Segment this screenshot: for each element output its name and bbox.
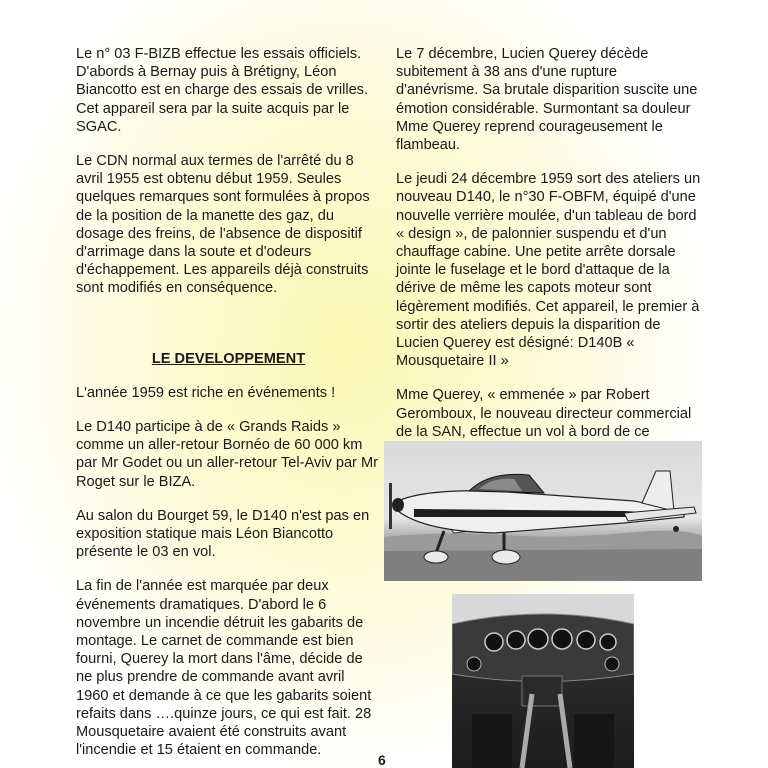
paragraph: Le n° 03 F-BIZB effectue les essais officiels. D'abords à Bernay puis à Brétigny, Léon Biancotto est en charge des essais de vrilles. Cet appareil sera par la suite acquis par le SGAC. xyxy=(76,46,369,135)
right-column xyxy=(396,45,702,459)
airplane-illustration xyxy=(384,441,702,581)
left-column xyxy=(76,45,381,760)
airplane-photo xyxy=(384,441,702,581)
section-heading: LE DEVELOPPEMENT xyxy=(151,350,306,367)
paragraph: L'année 1959 est riche en événements ! xyxy=(76,384,336,401)
cockpit-photo xyxy=(452,594,634,768)
paragraph: Le CDN normal aux termes de l'arrêté du 8 avril 1955 est obtenu début 1959. Seules quelques remarques sont formulées à propos de la position de la manette des gaz, du dosage des freins, de l'absence de dispositif d'arrimage dans la soute et d'odeurs d'échappement. Les appareils déjà construits sont modifiés en conséquence. xyxy=(76,153,370,297)
page-number: 6 xyxy=(378,752,386,768)
paragraph: Le jeudi 24 décembre 1959 sort des ateliers un nouveau D140, le n°30 F-OBFM, équipé d'une nouvelle verrière moulée, d'un tableau de bord « design », de palonnier suspendu et d'un chauffage cabine. Une petite arrête dorsale jointe le fuselage et le bord d'attaque de la dérive de même les capots moteur sont légèrement modifiés. Cet appareil, le premier à sortir des ateliers depuis la disparition de Lucien Querey est désigné: D140B « Mousquetaire II » xyxy=(396,171,701,370)
instrument-panel-illustration xyxy=(452,594,634,768)
paragraph: Le D140 participe à de « Grands Raids » comme un aller-retour Bornéo de 60 000 km par Mr Godet ou un aller-retour Tel-Aviv par Mr Roget sur le BIZA. xyxy=(76,419,378,490)
paragraph: Mme Querey, « emmenée » par Robert Geromboux, le nouveau directeur commercial de la SAN, effectue un vol à bord de ce xyxy=(396,387,692,440)
paragraph: Le 7 décembre, Lucien Querey décède subitement à 38 ans d'une rupture d'anévrisme. Sa brutale disparition suscite une émotion considérable. Surmontant sa douleur Mme Querey reprend courageusement le flambeau. xyxy=(396,46,698,154)
paragraph: La fin de l'année est marquée par deux événements dramatiques. D'abord le 6 novembre un incendie détruit les gabarits de montage. Le carnet de commande est bien fourni, Querey la mort dans l'âme, décide de ne plus prendre de commande avant avril 1960 et demande à ce que les gabarits soient refaits dans ….quinze jours, ce qui est fait. 28 Mousquetaire avaient été construits avant l'incendie et 15 étaient en commande. xyxy=(76,578,372,759)
paragraph: Au salon du Bourget 59, le D140 n'est pas en exposition statique mais Léon Biancotto présente le 03 en vol. xyxy=(76,507,370,561)
